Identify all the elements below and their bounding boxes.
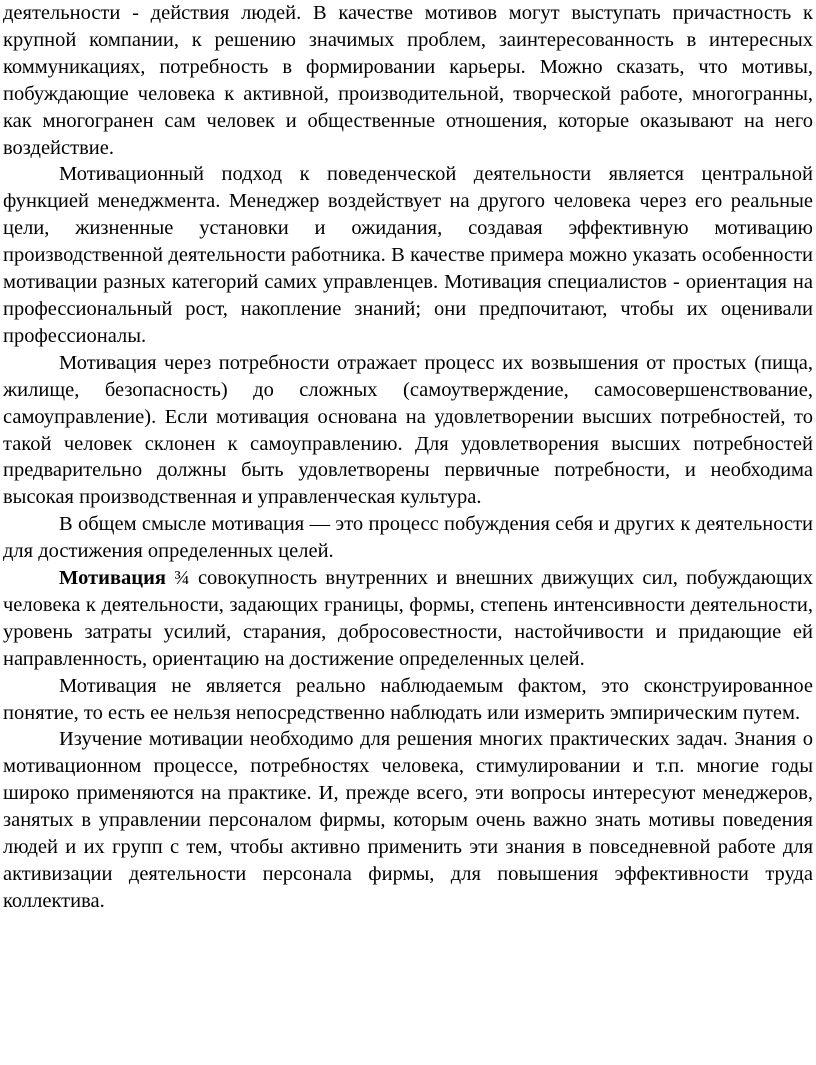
paragraph-2: Мотивационный подход к поведенческой деятельности является центральной функцией менеджмента. Менеджер воздействует на другого человека через его реальные цели, жизненные установки и ожидания, создавая эффективную мотивацию производственной деятельности работника. В качестве примера можно указать особенности мотивации разных категорий самих управленцев. Мотивация специалистов - ориентация на профессиональный рост, накопление знаний; они предпочитают, чтобы их оценивали профессионалы. [3,163,813,347]
defined-term: Мотивация [59,567,166,590]
definition-text: ¾ совокупность внутренних и внешних движущих сил, побуждающих человека к деятельности, задающих границы, формы, степень интенсивности деятельности, уровень затраты усилий, старания, добросовестности, настойчивости и придающие ей направленность, ориентацию на достижение определенных целей. [3,567,813,670]
document-page [3,0,813,915]
paragraph-7: Изучение мотивации необходимо для решения многих практических задач. Знания о мотивационном процессе, потребностях человека, стимулировании и т.п. многие годы широко применяются на практике. И, прежде всего, эти вопросы интересуют менеджеров, занятых в управлении персоналом фирмы, которым очень важно знать мотивы поведения людей и их групп с тем, чтобы активно применить эти знания в повседневной работе для активизации деятельности персонала фирмы, для повышения эффективности труда коллектива. [3,728,813,912]
paragraph-5-definition [3,565,813,673]
paragraph-4: В общем смысле мотивация — это процесс побуждения себя и других к деятельности для достижения определенных целей. [3,513,813,563]
paragraph-1: деятельности - действия людей. В качестве мотивов могут выступать причастность к крупной компании, к решению значимых проблем, заинтересованность в интересных коммуникациях, потребность в формировании карьеры. Можно сказать, что мотивы, побуждающие человека к активной, производительной, творческой работе, многогранны, как многогранен сам человек и общественные отношения, которые оказывают на него воздействие. [3,2,813,159]
paragraph-3: Мотивация через потребности отражает процесс их возвышения от простых (пища, жилище, безопасность) до сложных (самоутверждение, самосовершенствование, самоуправление). Если мотивация основана на удовлетворении высших потребностей, то такой человек склонен к самоуправлению. Для удовлетворения высших потребностей предварительно должны быть удовлетворены первичные потребности, и необходима высокая производственная и управленческая культура. [3,351,813,509]
paragraph-6: Мотивация не является реально наблюдаемым фактом, это сконструированное понятие, то есть ее нельзя непосредственно наблюдать или измерить эмпирическим путем. [3,674,813,724]
